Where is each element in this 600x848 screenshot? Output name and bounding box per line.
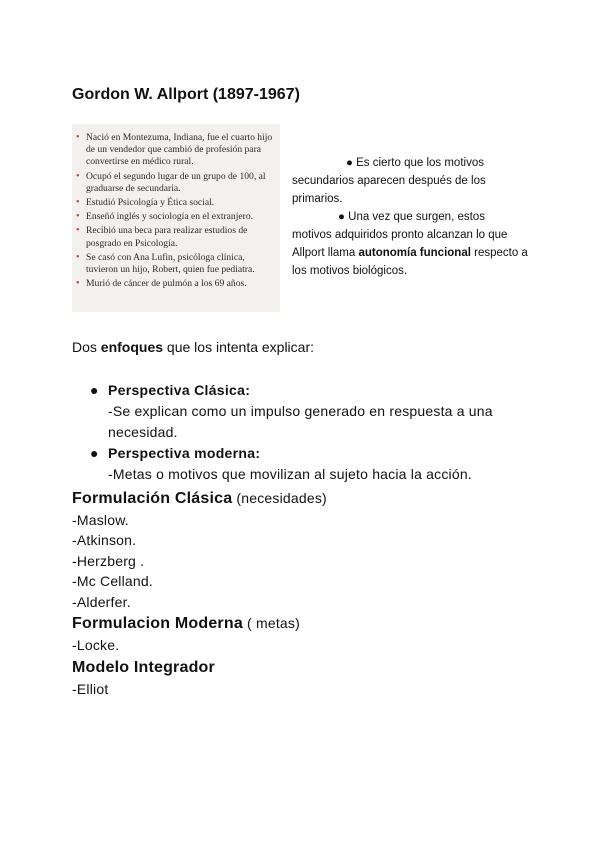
- section-heading-text: Formulación Clásica: [72, 490, 233, 507]
- intro-text: que los intenta explicar:: [163, 339, 315, 355]
- intro-text: Dos: [72, 339, 101, 355]
- biography-item: • Enseñó inglés y sociología en el extranjero.: [76, 211, 274, 223]
- biography-item: • Murió de cáncer de pulmón a los 69 años.: [76, 278, 274, 290]
- intro-bold-term: enfoques: [100, 339, 164, 355]
- author-item: -Locke.: [72, 636, 120, 653]
- side-note-text: motivos adquiridos pronto alcanzan lo que Allport llama: [292, 229, 508, 259]
- section-heading-text: Formulacion Moderna: [72, 615, 243, 632]
- author-item: -Atkinson.: [72, 532, 137, 548]
- side-note-text: respecto a los motivos biológicos.: [292, 247, 528, 277]
- perspective-title: Perspectiva moderna:: [108, 445, 261, 461]
- perspectives-list: [90, 380, 530, 485]
- side-note-bullet-2-rest: [292, 226, 532, 280]
- author-item: -Alderfer.: [72, 593, 131, 610]
- bullet-icon: ●: [90, 445, 99, 461]
- perspective-heading: [90, 443, 530, 464]
- section-modelo-integrador: [72, 658, 215, 699]
- side-notes: [292, 154, 532, 280]
- intro-line: [72, 339, 314, 355]
- perspective-title: Perspectiva Clásica:: [108, 382, 251, 398]
- section-formulacion-moderna: [72, 613, 300, 655]
- page-title: Gordon W. Allport (1897-1967): [72, 86, 300, 103]
- biography-list: [72, 124, 280, 290]
- author-item: -Herzberg .: [72, 552, 145, 569]
- section-heading: Modelo Integrador: [72, 659, 215, 676]
- biography-item: • Estudió Psicología y Ética social.: [76, 197, 274, 209]
- side-note-bullet-1-first-line: ● Es cierto que los motivos: [346, 157, 484, 169]
- bullet-icon: ●: [90, 382, 99, 398]
- perspective-item: [90, 443, 530, 485]
- biography-item: • Nació en Montezuma, Indiana, fue el cuarto hijo de un vendedor que cambió de profesión para convertirse en médico rural.: [76, 132, 274, 169]
- perspective-description: -Metas o motivos que movilizan al sujeto hacia la acción.: [108, 466, 472, 482]
- section-heading: [72, 488, 327, 510]
- biography-image: [72, 124, 280, 312]
- author-item: -Elliot: [72, 680, 109, 697]
- perspective-heading: [90, 380, 530, 401]
- biography-item: • Recibió una beca para realizar estudios de posgrado en Psicología.: [76, 225, 274, 249]
- perspective-description: -Se explican como un impulso generado en respuesta a una necesidad.: [108, 403, 493, 440]
- biography-item: • Se casó con Ana Lufin, psicóloga clínica, tuvieron un hijo, Robert, quien fue pediatra.: [76, 252, 274, 276]
- author-item: -Mc Celland.: [72, 573, 153, 589]
- side-note-bold-term: autonomía funcional: [358, 247, 471, 259]
- section-heading-note: ( metas): [242, 615, 300, 631]
- biography-item: • Ocupó el segundo lugar de un grupo de 100, al graduarse de secundaria.: [76, 171, 274, 195]
- perspective-item: [90, 380, 530, 443]
- author-item: -Maslow.: [72, 511, 129, 528]
- section-heading: [72, 613, 300, 635]
- section-formulacion-clasica: [72, 488, 327, 612]
- side-note-bullet-1-rest: secundarios aparecen después de los primarios.: [292, 175, 486, 205]
- side-note-bullet-2-first-line: ● Una vez que surgen, estos: [338, 211, 485, 223]
- section-heading-note: (necesidades): [232, 490, 327, 506]
